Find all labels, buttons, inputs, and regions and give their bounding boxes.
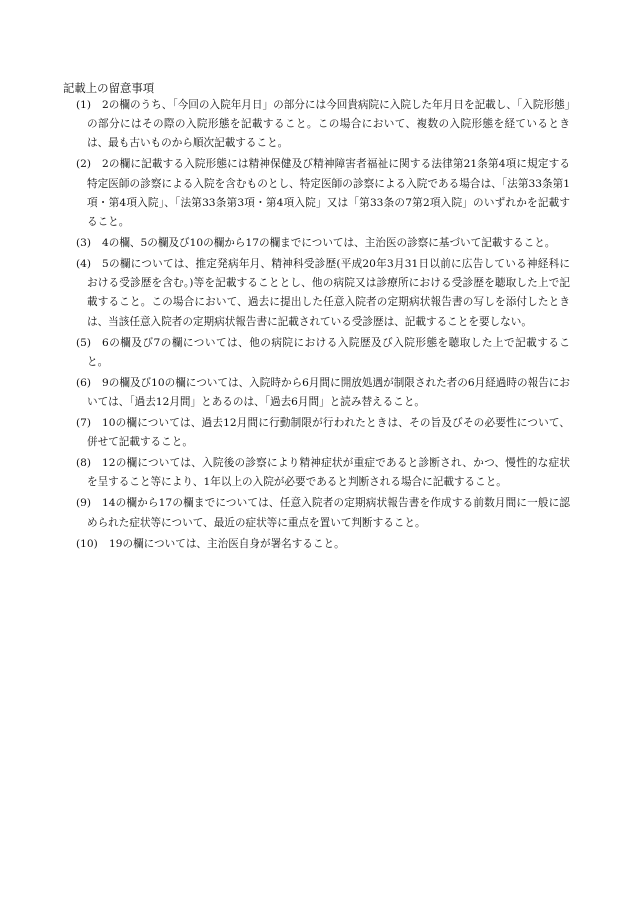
note-number: (1) — [76, 99, 92, 111]
note-item-8 — [76, 454, 570, 492]
note-text: 6の欄及び7の欄については、他の病院における入院歴及び入院形態を聴取した上で記載すること。 — [87, 336, 570, 368]
note-number: (5) — [76, 336, 92, 349]
note-number: (3) — [76, 237, 92, 250]
note-number: (6) — [76, 376, 92, 389]
note-text: 19の欄については、主治医自身が署名すること。 — [109, 537, 345, 550]
note-item-10 — [76, 535, 570, 554]
note-number: (8) — [76, 457, 92, 470]
note-number: (7) — [76, 417, 92, 430]
note-text: 9の欄及び10の欄については、入院時から6月間に開放処遇が制限された者の6月経過時の報告においては、「過去12月間」とあるのは、「過去6月間」と読み替えること。 — [87, 376, 570, 409]
note-item-7 — [76, 414, 570, 452]
note-text: 2の欄のうち、「今回の入院年月日」の部分には今回貴病院に入院した年月日を記載し、「入院形態」の部分にはその際の入院形態を記載すること。この場合において、複数の入院形態を経ているときは、最も古いものから順次記載すること。 — [87, 99, 570, 150]
note-text: 5の欄については、推定発病年月、精神科受診歴(平成20年3月31日以前に広告している神経科における受診歴を含む。)等を記載することとし、他の病院又は診療所における受診歴を聴取した上で記載すること。この場合において、過去に提出した任意入院者の定期病状報告書の写しを添付したときは、当該任意入院者の定期病状報告書に記載されている受診歴は、記載することを要しない。 — [87, 258, 570, 328]
note-item-6 — [76, 374, 570, 412]
note-text: 2の欄に記載する入院形態には精神保健及び精神障害者福祉に関する法律第21条第4項に規定する特定医師の診察による入院を含むものとし、特定医師の診察による入院である場合は、「法第33条第1項・第4項入院」、「法第33条第3項・第4項入院」又は「第33条の7第2項入院」のいずれかを記載すること。 — [87, 158, 570, 229]
document-heading: 記載上の留意事項 — [63, 81, 155, 95]
note-item-3 — [76, 234, 570, 253]
notes-list — [76, 96, 570, 556]
note-text: 4の欄、5の欄及び10の欄から17の欄までについては、主治医の診察に基づいて記載すること。 — [102, 237, 556, 250]
note-text: 14の欄から17の欄までについては、任意入院者の定期病状報告書を作成する前数月間に一般に認められた症状等について、最近の症状等に重点を置いて判断すること。 — [87, 497, 570, 529]
note-item-4 — [76, 255, 570, 332]
note-number: (9) — [76, 497, 92, 510]
note-item-9 — [76, 494, 570, 532]
note-number: (10) — [76, 537, 98, 550]
note-number: (4) — [76, 258, 92, 271]
note-text: 12の欄については、入院後の診察により精神症状が重症であると診断され、かつ、慢性的な症状を呈すること等により、1年以上の入院が必要であると判断される場合に記載すること。 — [87, 457, 570, 489]
note-item-5 — [76, 334, 570, 372]
note-item-2 — [76, 155, 570, 232]
note-number: (2) — [76, 158, 92, 171]
note-item-1 — [76, 96, 570, 154]
note-text: 10の欄については、過去12月間に行動制限が行われたときは、その旨及びその必要性について、併せて記載すること。 — [87, 417, 570, 449]
